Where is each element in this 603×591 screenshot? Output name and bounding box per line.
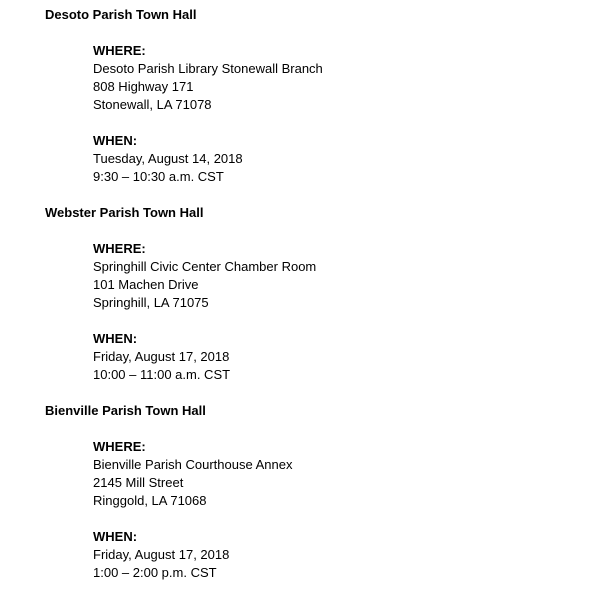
city-state-zip: Ringgold, LA 71068 (93, 493, 207, 508)
when-label: WHEN: (93, 331, 138, 346)
event-date: Tuesday, August 14, 2018 (93, 151, 243, 166)
street-address: 808 Highway 171 (93, 79, 194, 94)
event-bienville (45, 402, 595, 582)
where-label: WHERE: (93, 241, 146, 256)
venue-name: Desoto Parish Library Stonewall Branch (93, 61, 323, 76)
spacer (93, 510, 595, 528)
event-details (93, 240, 595, 384)
spacer (45, 384, 595, 402)
city-state-zip: Springhill, LA 71075 (93, 295, 209, 310)
street-address: 2145 Mill Street (93, 475, 184, 490)
event-time: 10:00 – 11:00 a.m. CST (93, 367, 231, 382)
spacer (93, 312, 595, 330)
event-webster (45, 204, 595, 384)
city-state-zip: Stonewall, LA 71078 (93, 97, 212, 112)
event-time: 1:00 – 2:00 p.m. CST (93, 565, 217, 580)
event-desoto (45, 6, 595, 186)
street-address: 101 Machen Drive (93, 277, 199, 292)
event-title: Bienville Parish Town Hall (45, 403, 206, 418)
event-details (93, 42, 595, 186)
when-label: WHEN: (93, 529, 138, 544)
event-title: Webster Parish Town Hall (45, 205, 204, 220)
event-title: Desoto Parish Town Hall (45, 7, 197, 22)
where-label: WHERE: (93, 43, 146, 58)
spacer (45, 186, 595, 204)
venue-name: Bienville Parish Courthouse Annex (93, 457, 293, 472)
event-date: Friday, August 17, 2018 (93, 349, 230, 364)
event-time: 9:30 – 10:30 a.m. CST (93, 169, 224, 184)
where-label: WHERE: (93, 439, 146, 454)
venue-name: Springhill Civic Center Chamber Room (93, 259, 317, 274)
town-hall-schedule (45, 6, 595, 582)
when-label: WHEN: (93, 133, 138, 148)
event-date: Friday, August 17, 2018 (93, 547, 230, 562)
spacer (93, 114, 595, 132)
event-details (93, 438, 595, 582)
